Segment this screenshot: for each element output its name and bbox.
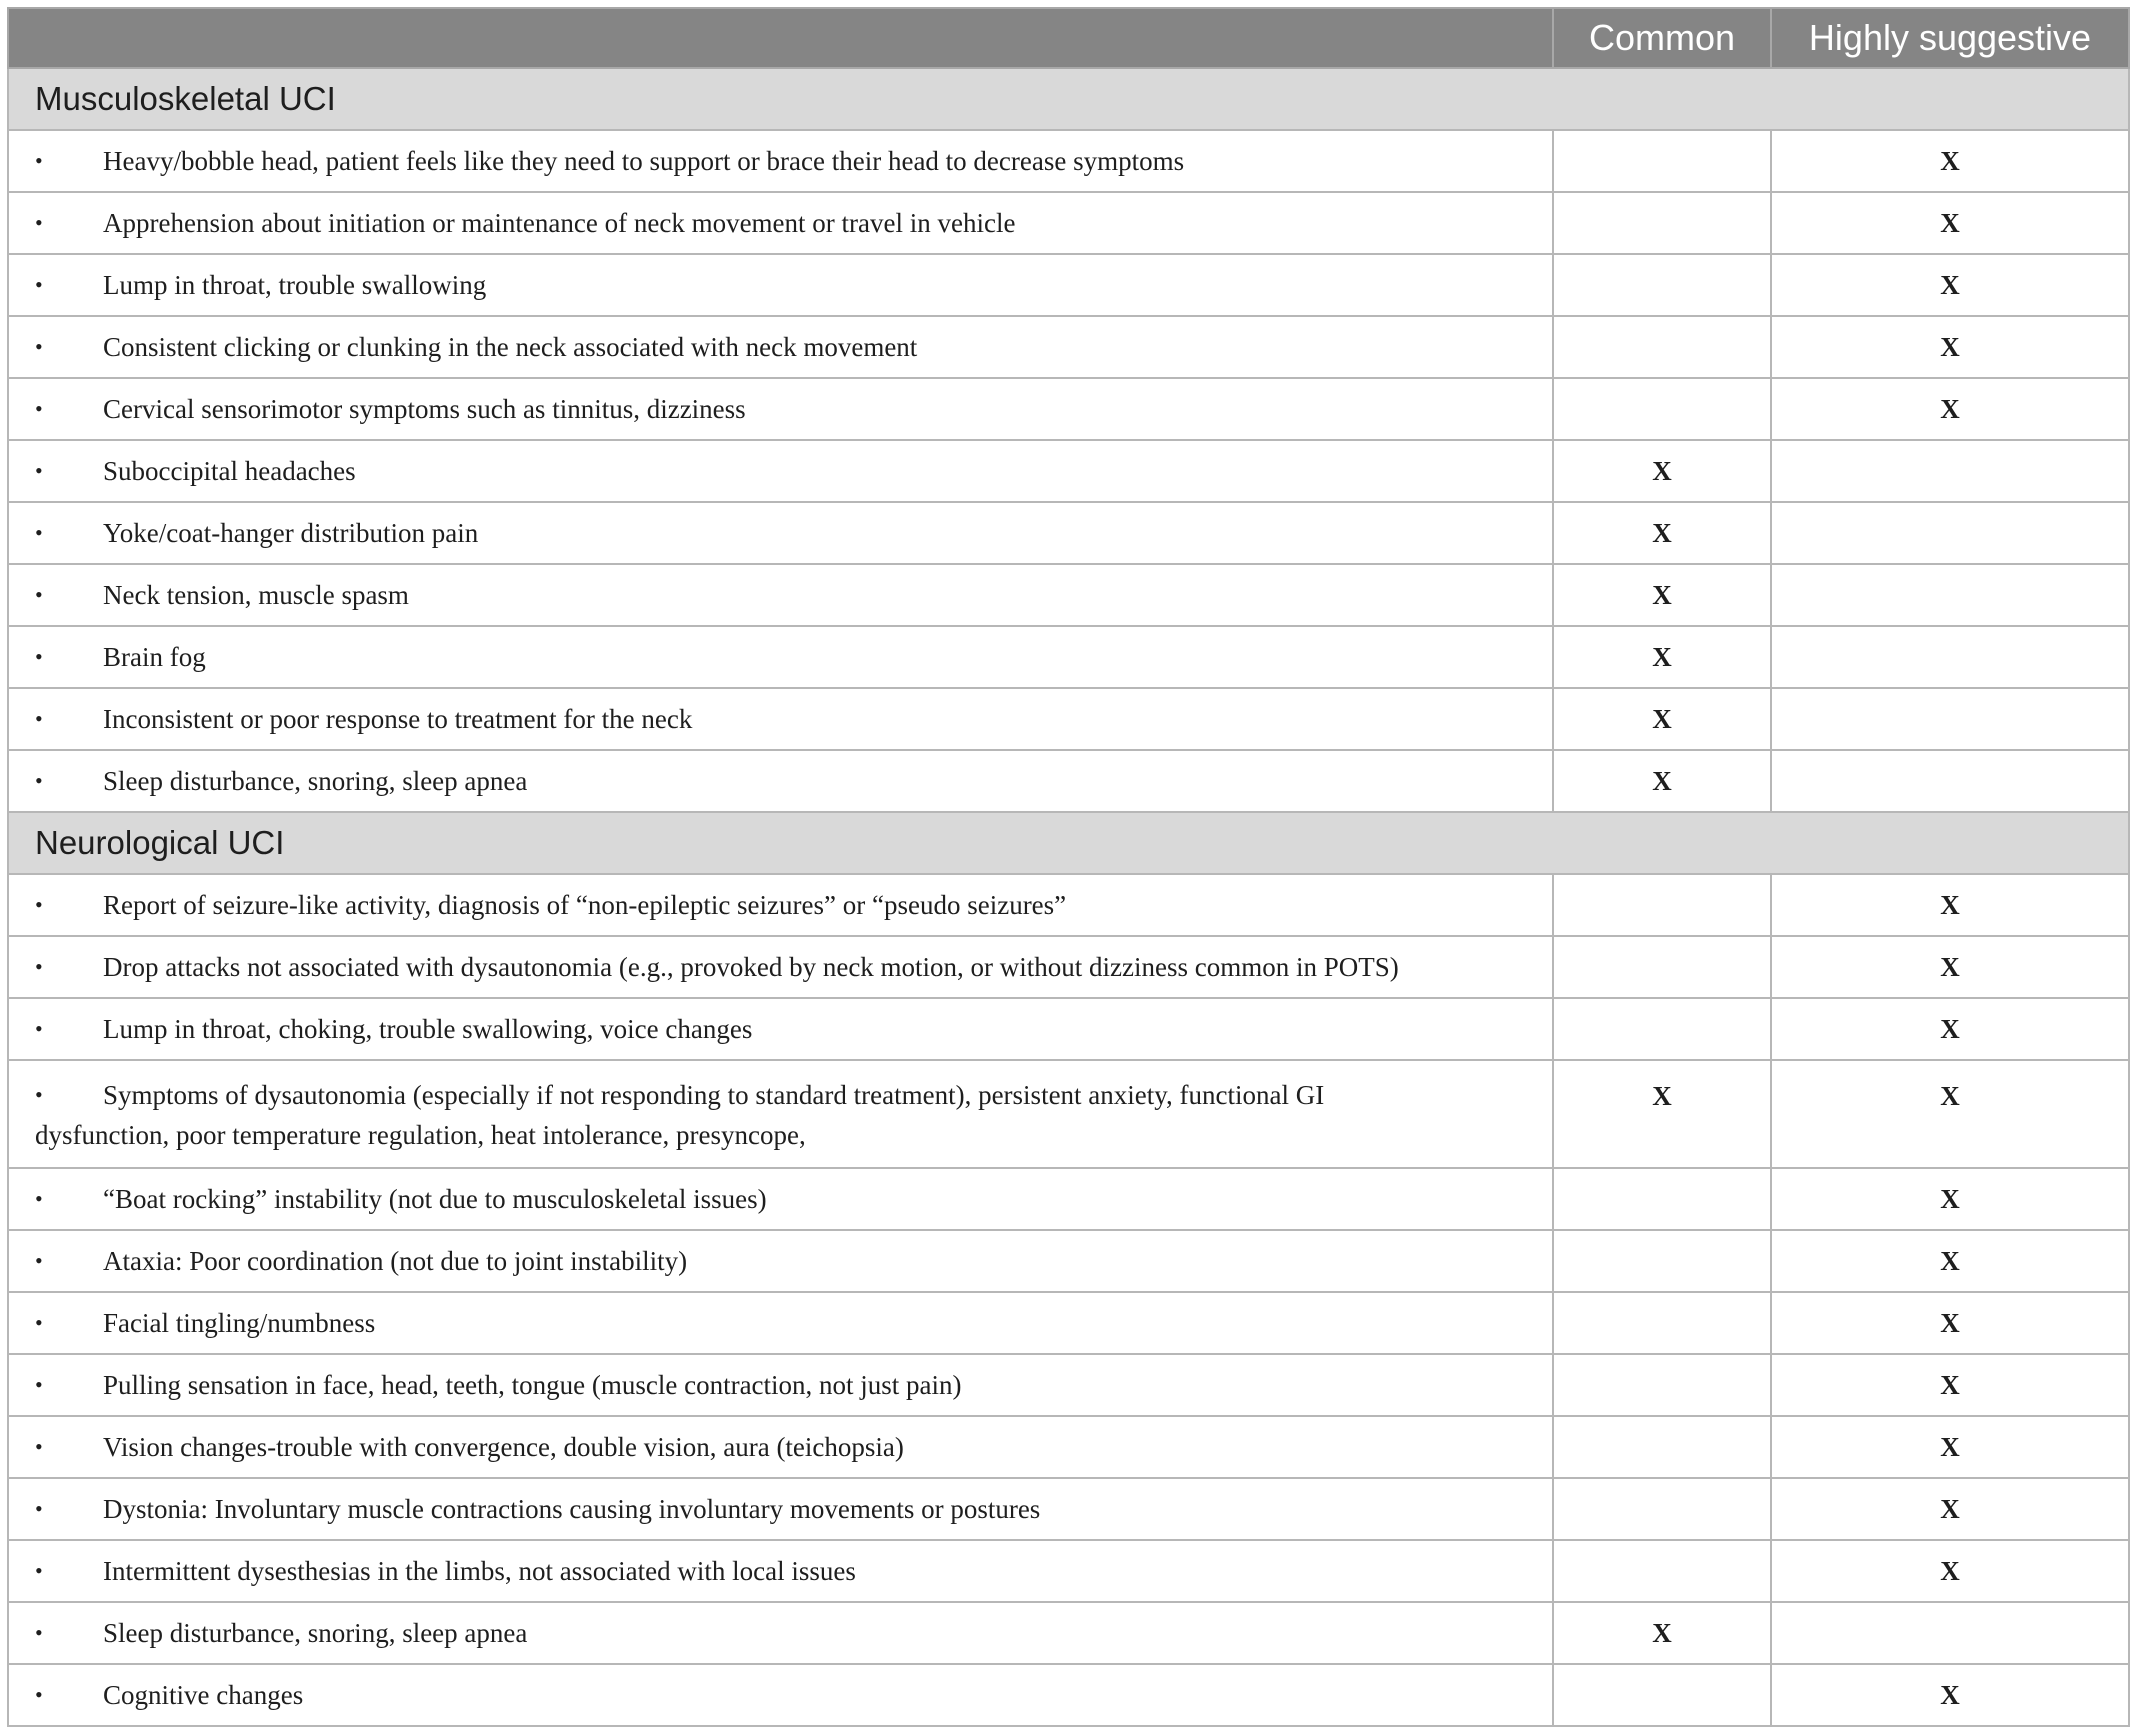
bullet-icon: • — [35, 210, 43, 235]
symptom-cell — [8, 440, 1553, 502]
symptom-cell — [8, 564, 1553, 626]
highly-suggestive-mark: X — [1771, 1168, 2129, 1230]
highly-suggestive-mark: X — [1771, 1230, 2129, 1292]
bullet-icon: • — [35, 1496, 43, 1521]
bullet-icon: • — [35, 1310, 43, 1335]
table-row — [8, 192, 2129, 254]
symptom-text: Symptoms of dysautonomia (especially if not responding to standard treatment), persistent anxiety, functional GI — [103, 1080, 1325, 1110]
symptom-text: Sleep disturbance, snoring, sleep apnea — [103, 1617, 528, 1648]
highly-suggestive-mark: X — [1771, 1354, 2129, 1416]
symptom-cell — [8, 1416, 1553, 1478]
bullet-icon: • — [35, 1620, 43, 1645]
bullet-icon: • — [35, 458, 43, 483]
symptom-text: Dystonia: Involuntary muscle contractions causing involuntary movements or postures — [103, 1493, 1041, 1524]
highly-suggestive-mark — [1771, 688, 2129, 750]
symptom-cell — [8, 1060, 1553, 1168]
common-mark — [1553, 1168, 1771, 1230]
section-title: Neurological UCI — [8, 812, 2129, 874]
table-row — [8, 1060, 2129, 1168]
symptom-text: Neck tension, muscle spasm — [103, 579, 409, 610]
symptom-text: Drop attacks not associated with dysautonomia (e.g., provoked by neck motion, or without dizziness common in POTS) — [103, 951, 1399, 982]
symptom-text: Sleep disturbance, snoring, sleep apnea — [103, 765, 528, 796]
table-row — [8, 1602, 2129, 1664]
highly-suggestive-mark: X — [1771, 1416, 2129, 1478]
symptom-cell — [8, 998, 1553, 1060]
table-row — [8, 502, 2129, 564]
common-mark — [1553, 998, 1771, 1060]
section-row — [8, 812, 2129, 874]
symptom-cell — [8, 1354, 1553, 1416]
bullet-icon: • — [35, 1372, 43, 1397]
symptom-cell — [8, 1168, 1553, 1230]
common-mark: X — [1553, 502, 1771, 564]
bullet-icon: • — [35, 1558, 43, 1583]
common-mark — [1553, 192, 1771, 254]
symptom-cell — [8, 316, 1553, 378]
symptom-text: Pulling sensation in face, head, teeth, tongue (muscle contraction, not just pain) — [103, 1369, 962, 1400]
highly-suggestive-mark: X — [1771, 998, 2129, 1060]
section-row — [8, 68, 2129, 130]
common-mark — [1553, 1540, 1771, 1602]
common-mark — [1553, 316, 1771, 378]
symptom-text: Apprehension about initiation or maintenance of neck movement or travel in vehicle — [103, 207, 1016, 238]
bullet-icon: • — [35, 1682, 43, 1707]
highly-suggestive-mark: X — [1771, 1292, 2129, 1354]
highly-suggestive-mark: X — [1771, 1478, 2129, 1540]
bullet-icon: • — [35, 1082, 43, 1107]
table-row — [8, 688, 2129, 750]
table-row — [8, 1230, 2129, 1292]
symptom-text: Lump in throat, choking, trouble swallowing, voice changes — [103, 1013, 753, 1044]
header-blank — [8, 8, 1553, 68]
symptom-text: Report of seizure-like activity, diagnosis of “non-epileptic seizures” or “pseudo seizures” — [103, 889, 1067, 920]
highly-suggestive-mark — [1771, 626, 2129, 688]
symptom-text: Ataxia: Poor coordination (not due to joint instability) — [103, 1245, 688, 1276]
common-mark: X — [1553, 750, 1771, 812]
common-mark: X — [1553, 626, 1771, 688]
symptom-text: Cervical sensorimotor symptoms such as tinnitus, dizziness — [103, 393, 746, 424]
bullet-icon: • — [35, 520, 43, 545]
symptom-cell — [8, 130, 1553, 192]
common-mark: X — [1553, 564, 1771, 626]
bullet-icon: • — [35, 582, 43, 607]
highly-suggestive-mark — [1771, 502, 2129, 564]
common-mark: X — [1553, 1602, 1771, 1664]
table-row — [8, 1664, 2129, 1726]
bullet-icon: • — [35, 396, 43, 421]
common-mark — [1553, 1230, 1771, 1292]
symptom-text: “Boat rocking” instability (not due to musculoskeletal issues) — [103, 1183, 767, 1214]
symptom-text: Lump in throat, trouble swallowing — [103, 269, 487, 300]
highly-suggestive-mark: X — [1771, 316, 2129, 378]
symptom-text: Consistent clicking or clunking in the neck associated with neck movement — [103, 331, 918, 362]
header-row — [8, 8, 2129, 68]
common-mark — [1553, 1664, 1771, 1726]
symptom-text: Yoke/coat-hanger distribution pain — [103, 517, 479, 548]
table-row — [8, 1292, 2129, 1354]
bullet-icon: • — [35, 1434, 43, 1459]
table-body — [8, 68, 2129, 1726]
bullet-icon: • — [35, 1248, 43, 1273]
table-row — [8, 936, 2129, 998]
header-common: Common — [1553, 8, 1771, 68]
symptom-cell — [8, 874, 1553, 936]
table-row — [8, 378, 2129, 440]
symptom-text: Cognitive changes — [103, 1679, 304, 1710]
bullet-icon: • — [35, 272, 43, 297]
table-row — [8, 1168, 2129, 1230]
symptom-cell — [8, 1664, 1553, 1726]
symptom-cell — [8, 1292, 1553, 1354]
common-mark — [1553, 1354, 1771, 1416]
symptom-text: Facial tingling/numbness — [103, 1307, 376, 1338]
common-mark — [1553, 936, 1771, 998]
table-row — [8, 626, 2129, 688]
common-mark — [1553, 874, 1771, 936]
symptom-cell — [8, 1602, 1553, 1664]
symptom-cell — [8, 502, 1553, 564]
symptom-cell — [8, 254, 1553, 316]
table-row — [8, 254, 2129, 316]
table-row — [8, 440, 2129, 502]
highly-suggestive-mark: X — [1771, 1664, 2129, 1726]
symptom-text: Inconsistent or poor response to treatment for the neck — [103, 703, 693, 734]
symptom-cell — [8, 1540, 1553, 1602]
highly-suggestive-mark: X — [1771, 378, 2129, 440]
symptom-text-continued: dysfunction, poor temperature regulation, heat intolerance, presyncope, — [35, 1120, 806, 1150]
symptom-cell — [8, 378, 1553, 440]
highly-suggestive-mark: X — [1771, 1540, 2129, 1602]
symptom-cell — [8, 192, 1553, 254]
section-title: Musculoskeletal UCI — [8, 68, 2129, 130]
common-mark — [1553, 254, 1771, 316]
symptom-cell — [8, 750, 1553, 812]
symptom-cell — [8, 936, 1553, 998]
common-mark: X — [1553, 688, 1771, 750]
table-row — [8, 564, 2129, 626]
symptom-text: Suboccipital headaches — [103, 455, 356, 486]
symptom-cell — [8, 626, 1553, 688]
common-mark — [1553, 130, 1771, 192]
table-row — [8, 1354, 2129, 1416]
table-row — [8, 1540, 2129, 1602]
bullet-icon: • — [35, 1016, 43, 1041]
highly-suggestive-mark — [1771, 564, 2129, 626]
bullet-icon: • — [35, 1186, 43, 1211]
symptom-cell — [8, 1478, 1553, 1540]
common-mark — [1553, 1416, 1771, 1478]
bullet-icon: • — [35, 644, 43, 669]
symptom-text: Brain fog — [103, 641, 206, 672]
table-row — [8, 316, 2129, 378]
highly-suggestive-mark: X — [1771, 936, 2129, 998]
symptom-cell — [8, 688, 1553, 750]
header-highly-suggestive: Highly suggestive — [1771, 8, 2129, 68]
uci-symptom-table — [7, 7, 2130, 1727]
highly-suggestive-mark: X — [1771, 130, 2129, 192]
symptom-text: Heavy/bobble head, patient feels like they need to support or brace their head to decrease symptoms — [103, 145, 1185, 176]
common-mark — [1553, 1478, 1771, 1540]
common-mark: X — [1553, 440, 1771, 502]
table-row — [8, 874, 2129, 936]
table-row — [8, 1416, 2129, 1478]
highly-suggestive-mark: X — [1771, 254, 2129, 316]
table-row — [8, 1478, 2129, 1540]
common-mark: X — [1553, 1060, 1771, 1168]
bullet-icon: • — [35, 706, 43, 731]
bullet-icon: • — [35, 148, 43, 173]
highly-suggestive-mark: X — [1771, 192, 2129, 254]
bullet-icon: • — [35, 954, 43, 979]
table-row — [8, 750, 2129, 812]
bullet-icon: • — [35, 768, 43, 793]
bullet-icon: • — [35, 892, 43, 917]
common-mark — [1553, 378, 1771, 440]
highly-suggestive-mark — [1771, 750, 2129, 812]
common-mark — [1553, 1292, 1771, 1354]
highly-suggestive-mark: X — [1771, 1060, 2129, 1168]
table-row — [8, 998, 2129, 1060]
symptom-text: Vision changes-trouble with convergence, double vision, aura (teichopsia) — [103, 1431, 904, 1462]
symptom-cell — [8, 1230, 1553, 1292]
bullet-icon: • — [35, 334, 43, 359]
table-row — [8, 130, 2129, 192]
highly-suggestive-mark: X — [1771, 874, 2129, 936]
highly-suggestive-mark — [1771, 1602, 2129, 1664]
symptom-text: Intermittent dysesthesias in the limbs, not associated with local issues — [103, 1555, 856, 1586]
uci-table-container — [7, 7, 2128, 1727]
highly-suggestive-mark — [1771, 440, 2129, 502]
